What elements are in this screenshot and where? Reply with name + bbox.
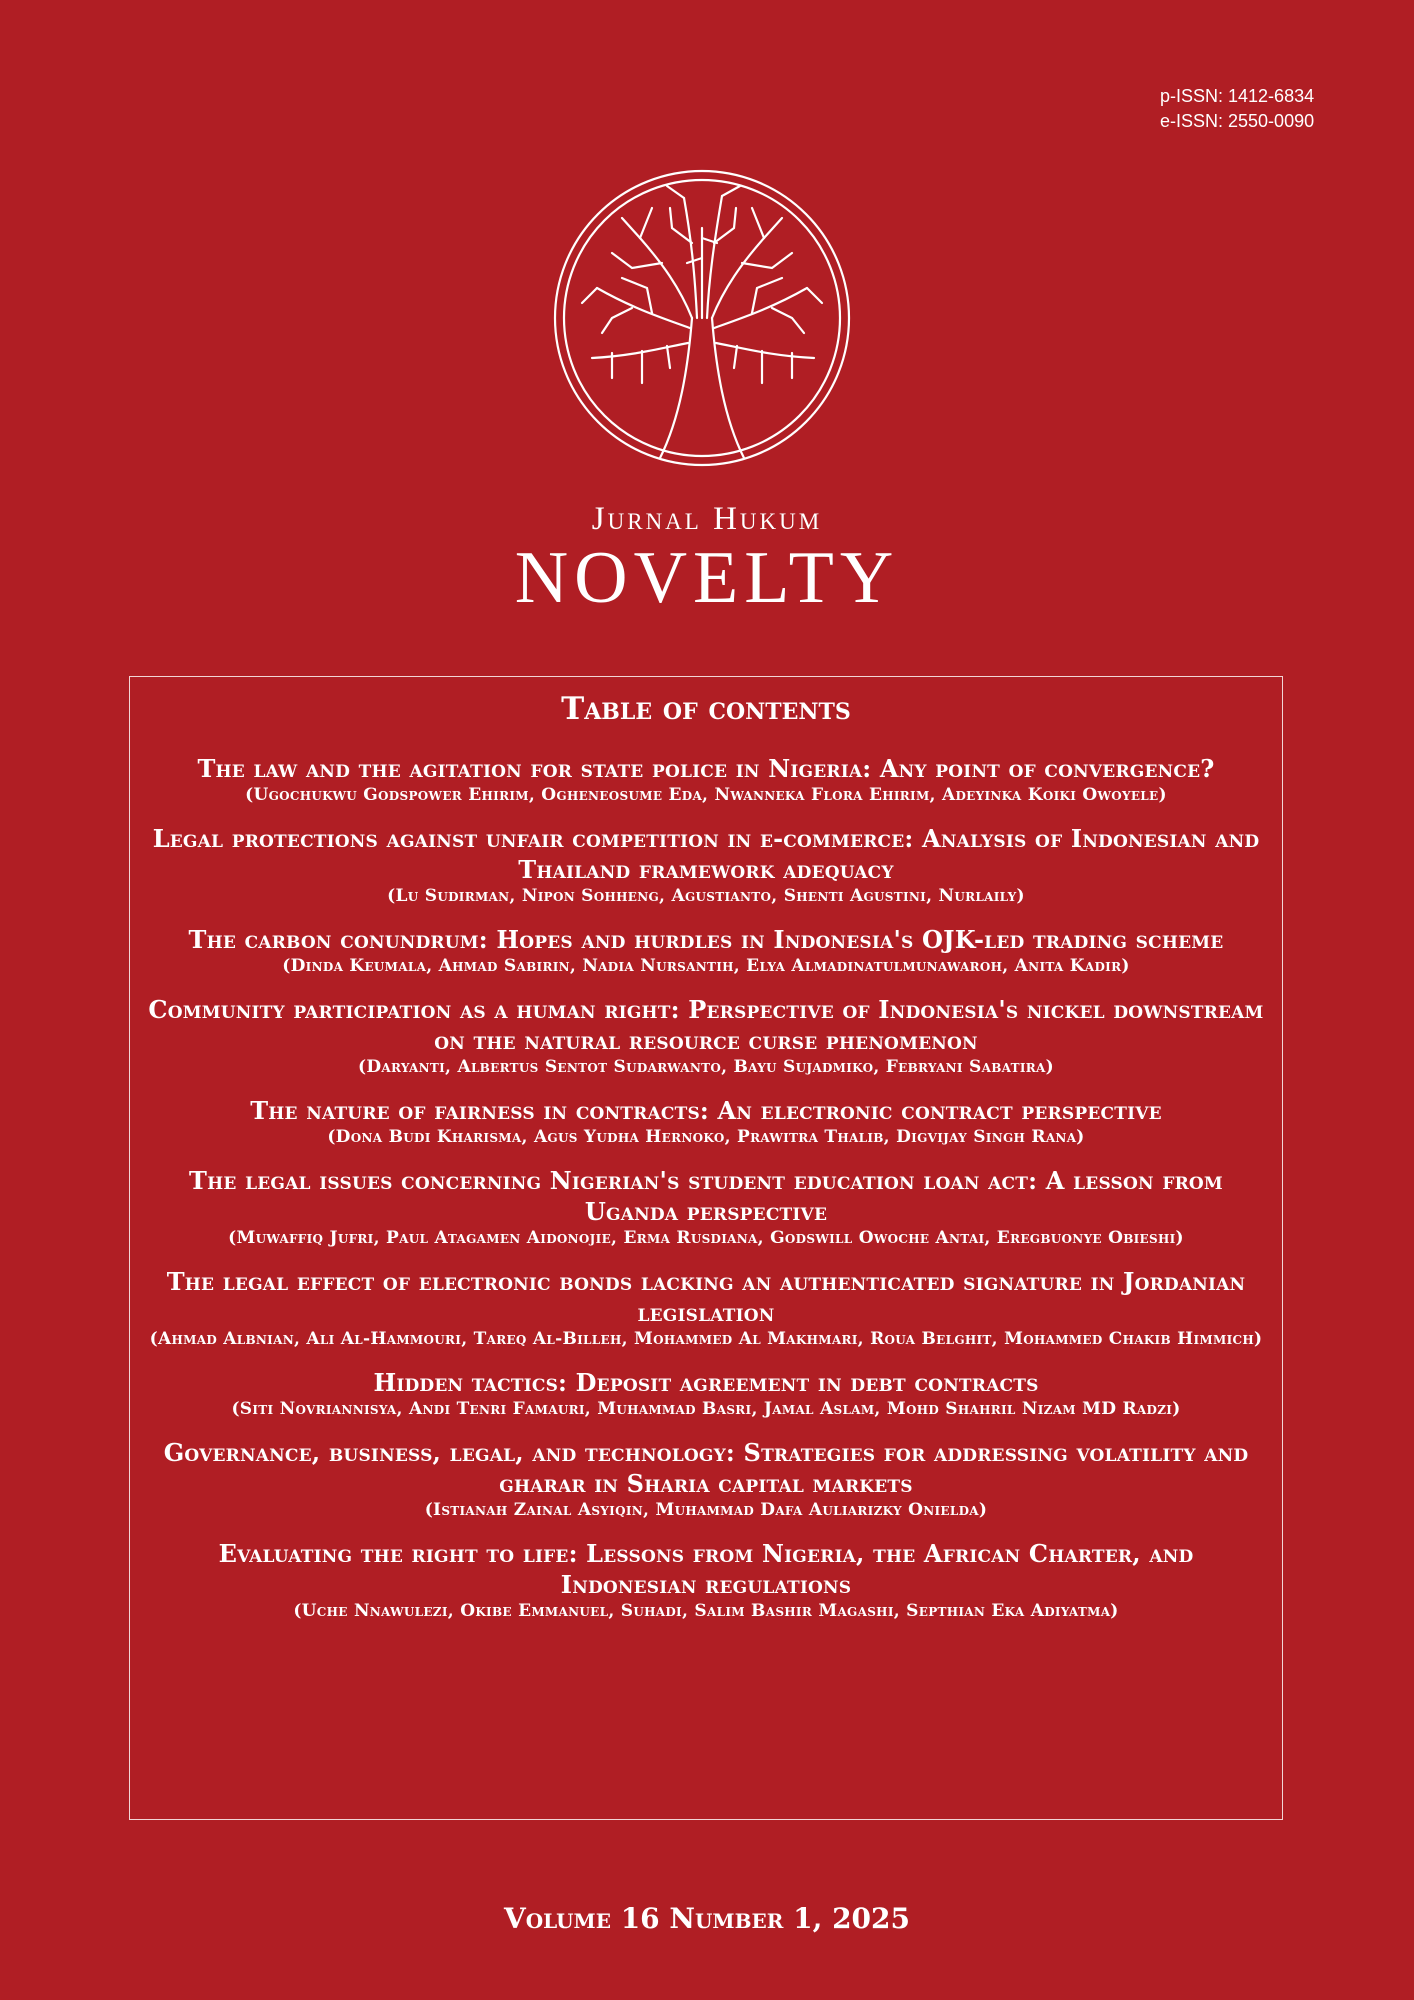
table-of-contents (129, 676, 1283, 1820)
entry-authors: (Siti Novriannisya, Andi Tenri Famauri, Muhammad Basri, Jamal Aslam, Mohd Shahril Nizam MD Radzi) (231, 1399, 1181, 1419)
entry-title[interactable]: The legal effect of electronic bonds lacking an authenticated signature in Jordanian legislation (166, 1267, 1246, 1327)
toc-heading: Table of contents (561, 691, 851, 727)
toc-entry[interactable] (148, 1165, 1264, 1249)
toc-entry[interactable] (148, 1437, 1264, 1521)
toc-entry[interactable] (148, 1367, 1264, 1420)
print-issn: p-ISSN: 1412-6834 (1160, 86, 1315, 106)
issn-block (1160, 84, 1356, 134)
journal-masthead (0, 498, 1414, 619)
entry-authors: (Uche Nnawulezi, Okibe Emmanuel, Suhadi, Salim Bashir Magashi, Septhian Eka Adiyatma) (293, 1601, 1119, 1621)
entry-authors: (Muwaffiq Jufri, Paul Atagamen Aidonojie, Erma Rusdiana, Godswill Owoche Antai, Eregbuonye Obieshi) (228, 1228, 1184, 1248)
toc-entry[interactable] (148, 1095, 1264, 1148)
entry-title[interactable]: Evaluating the right to life: Lessons from Nigeria, the African Charter, and Indonesian regulations (218, 1539, 1194, 1599)
entry-authors: (Dinda Keumala, Ahmad Sabirin, Nadia Nursantih, Elya Almadinatulmunawaroh, Anita Kadir) (282, 956, 1130, 976)
entry-title[interactable]: Community participation as a human right: Perspective of Indonesia's nickel downstream on the natural resource curse phenomenon (148, 995, 1264, 1055)
entry-authors: (Ugochukwu Godspower Ehirim, Ogheneosume Eda, Nwanneka Flora Ehirim, Adeyinka Koiki Owoyele) (245, 785, 1167, 805)
volume-info: Volume 16 Number 1, 2025 (504, 1902, 910, 1935)
toc-entry[interactable] (148, 1266, 1264, 1350)
entry-authors: (Ahmad Albnian, Ali Al-Hammouri, Tareq Al-Billeh, Mohammed Al Makhmari, Roua Belghit, Mohammed Chakib Himmich) (149, 1329, 1263, 1349)
journal-subtitle: Jurnal Hukum (591, 501, 823, 537)
tree-in-circle-icon (552, 168, 852, 468)
entry-authors: (Istianah Zainal Asyiqin, Muhammad Dafa Auliarizky Onielda) (424, 1500, 988, 1520)
toc-entry[interactable] (148, 994, 1264, 1078)
toc-entry[interactable] (148, 753, 1264, 806)
entry-title[interactable]: Hidden tactics: Deposit agreement in debt contracts (373, 1368, 1039, 1397)
toc-entry[interactable] (148, 1538, 1264, 1622)
toc-entry[interactable] (148, 823, 1264, 907)
entry-authors: (Dona Budi Kharisma, Agus Yudha Hernoko, Prawitra Thalib, Digvijay Singh Rana) (327, 1127, 1085, 1147)
entry-title[interactable]: Legal protections against unfair competition in e-commerce: Analysis of Indonesian and Thailand framework adequacy (152, 824, 1260, 884)
entry-title[interactable]: The nature of fairness in contracts: An electronic contract perspective (250, 1096, 1162, 1125)
entry-title[interactable]: The legal issues concerning Nigerian's student education loan act: A lesson from Uganda perspective (189, 1166, 1223, 1226)
entry-title[interactable]: The law and the agitation for state police in Nigeria: Any point of convergence? (197, 754, 1215, 783)
entry-authors: (Daryanti, Albertus Sentot Sudarwanto, Bayu Sujadmiko, Febryani Sabatira) (358, 1057, 1054, 1077)
toc-entry[interactable] (148, 924, 1264, 977)
entry-authors: (Lu Sudirman, Nipon Sohheng, Agustianto, Shenti Agustini, Nurlaily) (387, 886, 1025, 906)
entry-title[interactable]: The carbon conundrum: Hopes and hurdles in Indonesia's OJK-led trading scheme (188, 925, 1224, 954)
journal-title: NOVELTY (514, 537, 900, 619)
electronic-issn: e-ISSN: 2550-0090 (1160, 111, 1315, 131)
entry-title[interactable]: Governance, business, legal, and technology: Strategies for addressing volatility and gharar in Sharia capital markets (163, 1438, 1249, 1498)
